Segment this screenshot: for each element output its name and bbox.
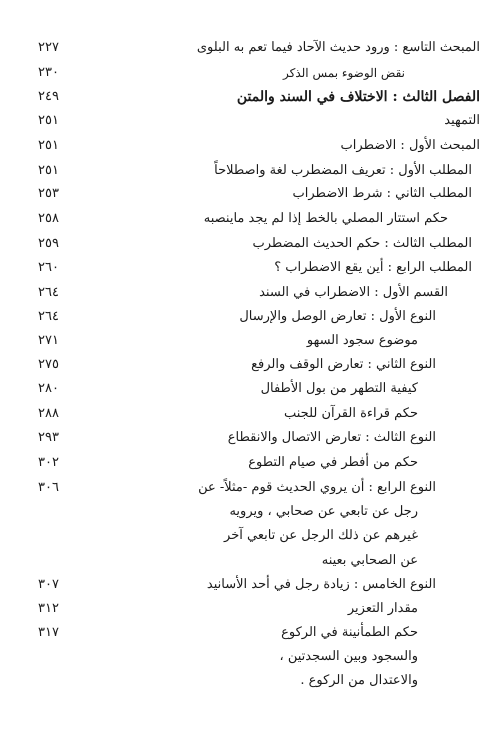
toc-entry-page: ٢٦٤ xyxy=(38,285,59,300)
toc-entry xyxy=(0,425,500,451)
toc-entry-page: ٢٧٥ xyxy=(38,357,59,372)
toc-entry-title: النوع الرابع : أن يروي الحديث قوم -مثلاً- عن xyxy=(198,480,436,495)
toc-entry-title: حكم استتار المصلي بالخط إذا لم يجد ماينصبه xyxy=(203,211,448,226)
toc-entry-title: النوع الثالث : تعارض الاتصال والانقطاع xyxy=(227,430,436,445)
toc-entry-continuation xyxy=(0,523,500,549)
toc-entry-page: ٢٤٩ xyxy=(38,89,59,104)
toc-entry-title: المطلب الرابع : أين يقع الاضطراب ؟ xyxy=(274,260,472,275)
toc-entry-title: كيفية التطهر من بول الأطفال xyxy=(260,381,418,396)
toc-entry-title: حكم من أفطر في صيام التطوع xyxy=(248,455,418,470)
toc-entry xyxy=(0,108,500,134)
toc-entry-page: ٣٠٢ xyxy=(38,455,59,470)
toc-entry-title: المطلب الأول : تعريف المضطرب لغة واصطلاحاً xyxy=(214,163,472,178)
toc-entry xyxy=(0,450,500,476)
toc-entry-page: ٢٩٣ xyxy=(38,430,59,445)
toc-entry-title: نقض الوضوء بمس الذكر xyxy=(283,66,405,80)
toc-entry xyxy=(0,572,500,598)
toc-entry xyxy=(0,35,500,61)
toc-entry xyxy=(0,255,500,281)
toc-entry-page: ٢٢٧ xyxy=(38,40,59,55)
toc-entry-page: ٢٦٤ xyxy=(38,309,59,324)
toc-entry-page: ٣١٢ xyxy=(38,601,59,616)
toc-entry-title: النوع الأول : تعارض الوصل والإرسال xyxy=(239,309,436,324)
toc-entry-title: المبحث التاسع : ورود حديث الآحاد فيما تعم به البلوى xyxy=(196,40,480,55)
toc-entry-page: ٢٦٠ xyxy=(38,260,59,275)
toc-entry-page: ٢٧١ xyxy=(38,333,59,348)
toc-entry xyxy=(0,206,500,232)
toc-entry xyxy=(0,352,500,378)
toc-entry xyxy=(0,475,500,501)
toc-entry-title: رجل عن تابعي عن صحابي ، ويرويه xyxy=(229,504,418,519)
toc-entry-page: ٢٨٨ xyxy=(38,406,59,421)
toc-entry xyxy=(0,181,500,207)
toc-entry-page: ٣٠٧ xyxy=(38,577,59,592)
toc-entry xyxy=(0,401,500,427)
toc-entry-title: النوع الخامس : زيادة رجل في أحد الأسانيد xyxy=(206,577,436,592)
toc-entry-page: ٣١٧ xyxy=(38,625,59,640)
toc-entry-title: المطلب الثالث : حكم الحديث المضطرب xyxy=(252,236,472,251)
toc-entry xyxy=(0,620,500,646)
toc-entry-page: ٢٥٣ xyxy=(38,186,59,201)
toc-entry-page: ٢٥٨ xyxy=(38,211,59,226)
toc-entry xyxy=(0,304,500,330)
toc-entry xyxy=(0,133,500,159)
toc-entry-title: حكم قراءة القرآن للجنب xyxy=(283,406,418,421)
toc-entry-title: موضوع سجود السهو xyxy=(306,333,418,348)
toc-entry-title: والاعتدال من الركوع . xyxy=(300,673,418,688)
toc-entry xyxy=(0,596,500,622)
toc-entry xyxy=(0,280,500,306)
toc-entry xyxy=(0,231,500,257)
toc-entry-continuation xyxy=(0,499,500,525)
toc-entry xyxy=(0,60,500,86)
toc-entry-page: ٢٥١ xyxy=(38,163,59,178)
toc-entry-title: مقدار التعزير xyxy=(347,601,418,616)
toc-entry-title: حكم الطمأنينة في الركوع xyxy=(281,625,418,640)
toc-entry-page: ٢٥٩ xyxy=(38,236,59,251)
toc-entry-title: المطلب الثاني : شرط الاضطراب xyxy=(292,186,472,201)
toc-entry-title: والسجود وبين السجدتين ، xyxy=(279,649,418,664)
toc-entry-page: ٢٣٠ xyxy=(38,65,59,80)
toc-entry xyxy=(0,84,500,110)
toc-entry-title: عن الصحابي بعينه xyxy=(321,553,418,568)
toc-entry xyxy=(0,376,500,402)
toc-entry xyxy=(0,328,500,354)
toc-entry-page: ٣٠٦ xyxy=(38,480,59,495)
toc-entry-title: الفصل الثالث : الاختلاف في السند والمتن xyxy=(236,89,480,105)
toc-entry-page: ٢٥١ xyxy=(38,138,59,153)
toc-entry-title: التمهيد xyxy=(444,113,480,128)
toc-entry-title: غيرهم عن ذلك الرجل عن تابعي آخر xyxy=(224,528,418,543)
toc-entry-continuation xyxy=(0,644,500,670)
toc-entry-page: ٢٥١ xyxy=(38,113,59,128)
toc-entry-continuation xyxy=(0,548,500,574)
toc-entry-page: ٢٨٠ xyxy=(38,381,59,396)
toc-entry-title: المبحث الأول : الاضطراب xyxy=(340,138,480,153)
toc-entry-title: النوع الثاني : تعارض الوقف والرفع xyxy=(251,357,436,372)
toc-entry-continuation xyxy=(0,668,500,694)
toc-entry-title: القسم الأول : الاضطراب في السند xyxy=(259,285,448,300)
